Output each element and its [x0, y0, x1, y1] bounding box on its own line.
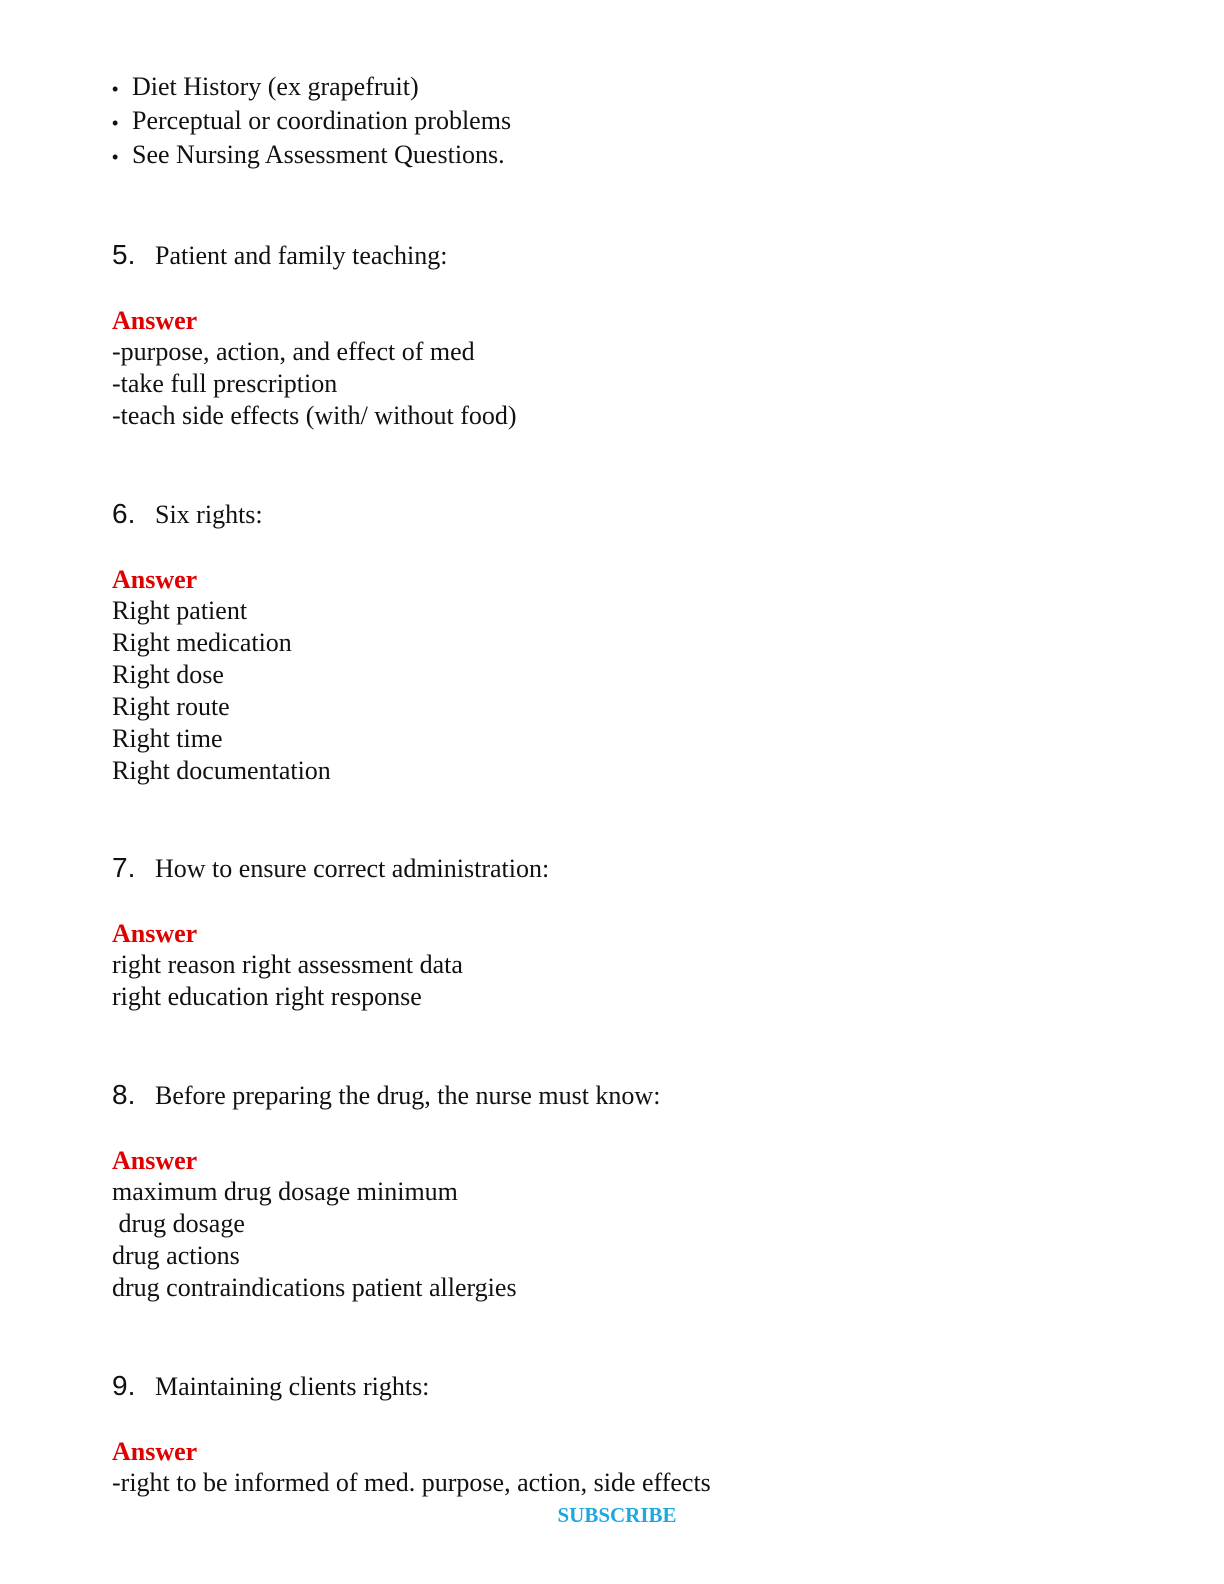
- bullet-item: [112, 104, 511, 138]
- question-text: How to ensure correct administration:: [155, 854, 550, 883]
- answer-lines: [112, 595, 331, 787]
- question-heading: [112, 498, 331, 530]
- question-text: Maintaining clients rights:: [155, 1372, 430, 1401]
- bullet-icon: •: [112, 79, 119, 99]
- answer-line: drug dosage: [112, 1209, 245, 1238]
- answer-line: Right patient: [112, 596, 248, 625]
- answer-label: Answer: [112, 306, 198, 335]
- question-section-8: [112, 1079, 660, 1304]
- question-text: Before preparing the drug, the nurse must know:: [155, 1081, 661, 1110]
- answer-line: right reason right assessment data: [112, 950, 463, 979]
- answer-lines: [112, 336, 517, 432]
- answer-line: Right route: [112, 692, 230, 721]
- answer-label: Answer: [112, 1146, 198, 1175]
- question-heading: [112, 1079, 660, 1111]
- bullet-text: See Nursing Assessment Questions.: [132, 140, 505, 169]
- answer-line: right education right response: [112, 982, 422, 1011]
- answer-line: drug contraindications patient allergies: [112, 1273, 517, 1302]
- bullet-text: Perceptual or coordination problems: [132, 106, 512, 135]
- answer-line: Right dose: [112, 660, 224, 689]
- bullet-icon: •: [112, 113, 119, 133]
- question-section-5: [112, 239, 517, 432]
- question-section-7: [112, 852, 549, 1013]
- answer-label: Answer: [112, 919, 198, 948]
- bullet-item: [112, 70, 511, 104]
- answer-line: -teach side effects (with/ without food): [112, 401, 517, 430]
- bullet-text: Diet History (ex grapefruit): [132, 72, 419, 101]
- bullet-icon: •: [112, 147, 119, 167]
- question-section-6: [112, 498, 331, 787]
- bullet-list: [112, 70, 511, 172]
- question-number: 5.: [112, 239, 136, 270]
- question-number: 8.: [112, 1079, 136, 1110]
- answer-line: Right time: [112, 724, 223, 753]
- answer-lines: [112, 949, 549, 1013]
- question-number: 6.: [112, 498, 136, 529]
- question-heading: [112, 852, 549, 884]
- answer-lines: [112, 1176, 660, 1304]
- answer-line: drug actions: [112, 1241, 240, 1270]
- answer-line: -right to be informed of med. purpose, action, side effects: [112, 1468, 711, 1497]
- question-text: Patient and family teaching:: [155, 241, 448, 270]
- answer-line: Right medication: [112, 628, 292, 657]
- question-number: 7.: [112, 852, 136, 883]
- question-text: Six rights:: [155, 500, 263, 529]
- subscribe-link[interactable]: SUBSCRIBE: [557, 1503, 677, 1527]
- answer-line: Right documentation: [112, 756, 331, 785]
- answer-line: maximum drug dosage minimum: [112, 1177, 458, 1206]
- answer-lines: [112, 1467, 711, 1499]
- answer-line: -purpose, action, and effect of med: [112, 337, 475, 366]
- question-section-9: [112, 1370, 711, 1499]
- answer-label: Answer: [112, 1437, 198, 1466]
- question-number: 9.: [112, 1370, 136, 1401]
- answer-label: Answer: [112, 565, 198, 594]
- question-heading: [112, 239, 517, 271]
- question-heading: [112, 1370, 711, 1402]
- answer-line: -take full prescription: [112, 369, 338, 398]
- bullet-item: [112, 138, 511, 172]
